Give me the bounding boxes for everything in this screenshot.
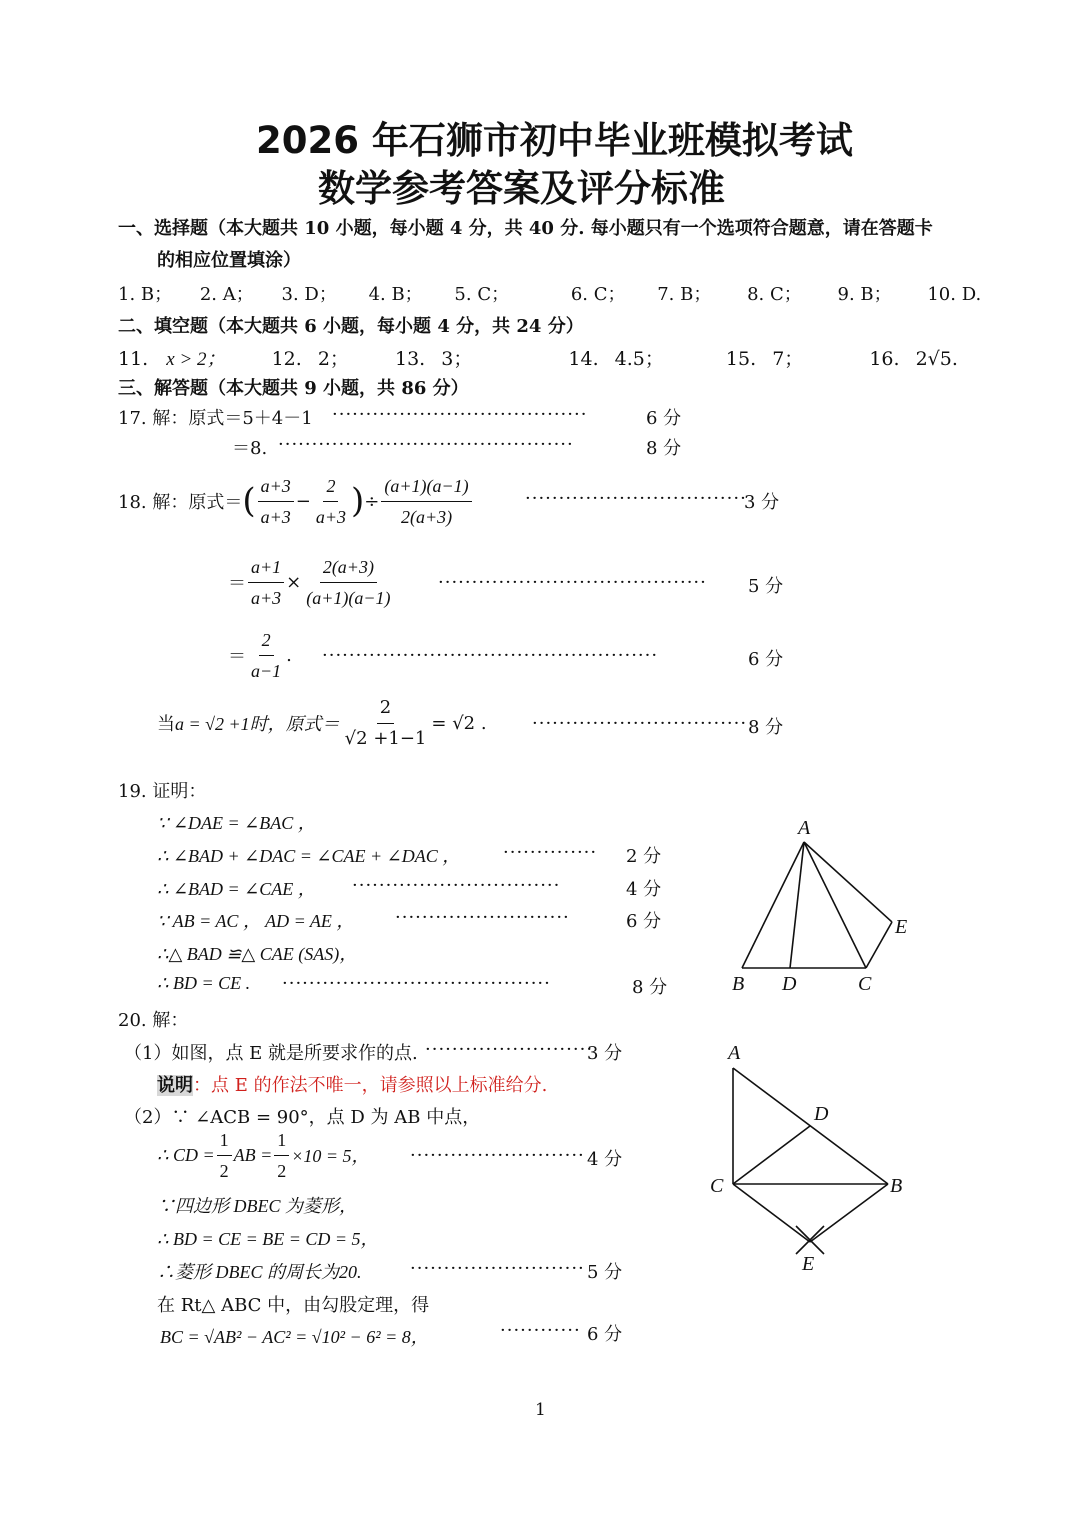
mc-answer: 4. B； — [368, 284, 423, 305]
dot-leader: ·························· — [410, 1145, 585, 1166]
q18-label: 18. 解：原式＝ — [118, 492, 243, 513]
q17-line1: 17. 解：原式＝5＋4－1 — [118, 408, 313, 429]
q20-rhombus: ∵四边形 DBEC 为菱形， — [157, 1196, 357, 1216]
fill-answer: 2； — [317, 348, 349, 370]
q20-figure — [700, 1040, 920, 1280]
segment-BE — [810, 1184, 888, 1242]
label-C: C — [710, 1175, 724, 1197]
dot-leader: ············································ — [278, 434, 574, 455]
label-A: A — [798, 817, 811, 839]
section3-header: 三、解答题（本大题共 9 小题，共 86 分） — [118, 378, 469, 399]
q20-score4: 4 分 — [587, 1149, 623, 1170]
q19-score6: 6 分 — [626, 911, 662, 932]
frac-den: √2 +1−1 — [344, 727, 427, 749]
frac-num: 2 — [377, 693, 394, 724]
q20-score5: 5 分 — [587, 1262, 623, 1283]
title-line1: 2026 年石狮市初中毕业班模拟考试 — [256, 119, 853, 162]
fill-answer: x > 2； — [166, 349, 226, 370]
fill-number: 16. — [869, 348, 900, 370]
q20-cd-line — [157, 1127, 370, 1183]
mc-answer: 10. D. — [927, 284, 982, 305]
q17-score1: 6 分 — [646, 408, 682, 429]
frac-den: 2(a+3) — [400, 506, 453, 527]
q19-line6: ∴ BD = CE . — [157, 973, 251, 993]
segment-AE — [804, 842, 892, 922]
q18-line2: ＝ $\frac{a+1}{a+3}$ × $\frac{2(a+3)}{(a+1)(a-1)}$ — [228, 552, 396, 612]
q19-score4: 4 分 — [626, 879, 662, 900]
dot-leader: ································ — [532, 713, 748, 734]
label-D: D — [782, 973, 797, 995]
label-A: A — [728, 1042, 741, 1064]
q19-score8: 8 分 — [632, 977, 668, 998]
paren: ) — [351, 481, 365, 521]
q17-line2: ＝8. — [232, 438, 268, 459]
segment-CE — [866, 922, 892, 968]
mc-answer: 1. B； — [118, 284, 173, 305]
label-B: B — [890, 1175, 903, 1197]
dot-leader: ········································ — [438, 572, 707, 593]
q20-bc: BC = √AB² − AC² = √10² − 6² = 8， — [160, 1327, 429, 1347]
fill-answer: 2√5. — [915, 348, 958, 370]
q18-score2: 5 分 — [748, 576, 784, 597]
frac-den: (a+1)(a−1) — [306, 587, 391, 608]
mc-answer: 8. C； — [747, 284, 802, 305]
q19-line3: ∴ ∠BAD = ∠CAE ， — [157, 879, 316, 899]
fill-answer: 3； — [441, 348, 473, 370]
q19-line4: ∵ AB = AC ， AD = AE ， — [157, 911, 355, 931]
q20-part1: （1）如图，点 E 就是所要求作的点. — [124, 1043, 418, 1064]
q19-line5: ∴△ BAD ≌△ CAE (SAS)， — [157, 944, 358, 964]
label-B: B — [732, 973, 745, 995]
mc-answer: 6. C； — [570, 284, 626, 305]
section1-header: 一、选择题（本大题共 10 小题，每小题 4 分，共 40 分. 每小题只有一个选项符合题意，请在答题卡 — [118, 218, 933, 239]
segment-CE — [733, 1184, 810, 1242]
q19-figure — [720, 812, 920, 1002]
mc-answer: 5. C； — [454, 284, 510, 305]
dot-leader: ·················································· — [322, 645, 659, 666]
frac-num: 2 — [323, 471, 338, 502]
segment-AC — [804, 842, 866, 968]
frac-num: (a+1)(a−1) — [381, 471, 471, 502]
label-D: D — [814, 1103, 829, 1125]
frac-num: a+3 — [258, 471, 294, 502]
frac-den: a+3 — [315, 506, 347, 527]
q19-line1: ∵ ∠DAE = ∠BAC ， — [157, 813, 316, 833]
cd-start: ∴ CD = — [157, 1144, 215, 1165]
q20-perimeter: ∴菱形 DBEC 的周长为20. — [157, 1262, 362, 1282]
note-label: 说明 — [157, 1075, 193, 1096]
frac-den: 2 — [219, 1160, 229, 1181]
q20-score3: 3 分 — [587, 1043, 623, 1064]
dot-leader: ······································ — [332, 404, 588, 425]
q18-line3: ＝ $\frac{2}{a-1}$ . — [228, 625, 292, 685]
frac-den: a+3 — [251, 587, 282, 608]
q20-note — [157, 1071, 547, 1097]
segment-AD — [790, 842, 804, 968]
label-E: E — [802, 1253, 815, 1275]
paren: ( — [242, 481, 256, 521]
note-text: ：点 E 的作法不唯一，请参照以上标准给分. — [193, 1075, 548, 1096]
dot-leader: ·························· — [410, 1258, 585, 1279]
q18-score1: 3 分 — [744, 492, 780, 513]
q18-line1: 18. 解：原式＝ ( $\frac{a+3}{a+3}$ − $\frac{2}{a+3}$ ) ÷ $\frac{(a+1)(a-1)}{2(a+3)}$ — [118, 471, 474, 531]
section2-header: 二、填空题（本大题共 6 小题，每小题 4 分，共 24 分） — [118, 316, 584, 337]
q18-expr: a = √2 +1时，原式＝ — [175, 714, 340, 734]
q19-score2: 2 分 — [626, 846, 662, 867]
q18-line4 — [157, 693, 487, 753]
dot-leader: ·························· — [395, 907, 570, 928]
q20-part2: （2）∵ ∠ACB = 90°，点 D 为 AB 中点， — [124, 1107, 481, 1128]
segment-CD — [733, 1126, 810, 1184]
fill-number: 11. — [118, 348, 149, 370]
q18-result: = √2 . — [431, 712, 487, 734]
label-C: C — [858, 973, 872, 995]
fill-answer: 7； — [772, 348, 804, 370]
dot-leader: ············ — [500, 1320, 581, 1341]
frac-den: a+3 — [260, 506, 291, 527]
frac-den: 2 — [277, 1160, 287, 1181]
dot-leader: ································· — [525, 488, 747, 509]
label-E: E — [895, 916, 908, 938]
frac-den: a−1 — [251, 660, 282, 681]
section1-header-cont: 的相应位置填涂） — [157, 250, 301, 271]
q19-head: 19. 证明： — [118, 781, 207, 802]
q20-rt: 在 Rt△ ABC 中，由勾股定理，得 — [157, 1295, 430, 1316]
frac-num: 2 — [259, 625, 274, 656]
frac-num: 2(a+3) — [320, 552, 377, 583]
mc-answer: 9. B； — [837, 284, 892, 305]
q20-equal: ∴ BD = CE = BE = CD = 5， — [157, 1229, 379, 1249]
mc-answer: 2. A； — [199, 284, 254, 305]
q20-head: 20. 解： — [118, 1010, 189, 1031]
fill-number: 15. — [725, 348, 757, 370]
cd-end: ×10 = 5， — [291, 1146, 370, 1166]
dot-leader: ········································ — [282, 973, 551, 994]
frac-num: a+1 — [248, 552, 284, 583]
mc-answer: 3. D； — [281, 284, 337, 305]
q18-when: 当 — [157, 714, 175, 735]
fill-number: 12. — [271, 348, 302, 370]
q17-score2: 8 分 — [646, 438, 682, 459]
cd-mid: AB = — [233, 1144, 273, 1165]
q20-score6: 6 分 — [587, 1324, 623, 1345]
title-line2: 数学参考答案及评分标准 — [318, 167, 725, 210]
mc-answers — [118, 280, 981, 306]
q18-score4: 8 分 — [748, 717, 784, 738]
dot-leader: ·············· — [503, 842, 598, 863]
fill-answers — [118, 344, 958, 371]
q18-score3: 6 分 — [748, 649, 784, 670]
dot-leader: ························· — [425, 1039, 594, 1060]
dot-leader: ······························· — [352, 875, 561, 896]
mc-answer: 7. B； — [657, 284, 712, 305]
fill-number: 13. — [394, 348, 426, 370]
segment-AB — [742, 842, 804, 968]
frac-num: 1 — [217, 1125, 232, 1156]
page-number: 1 — [535, 1400, 546, 1420]
fill-number: 14. — [568, 348, 599, 370]
fill-answer: 4.5； — [614, 348, 664, 370]
frac-num: 1 — [274, 1125, 289, 1156]
q19-line2: ∴ ∠BAD + ∠DAC = ∠CAE + ∠DAC ， — [157, 846, 461, 866]
